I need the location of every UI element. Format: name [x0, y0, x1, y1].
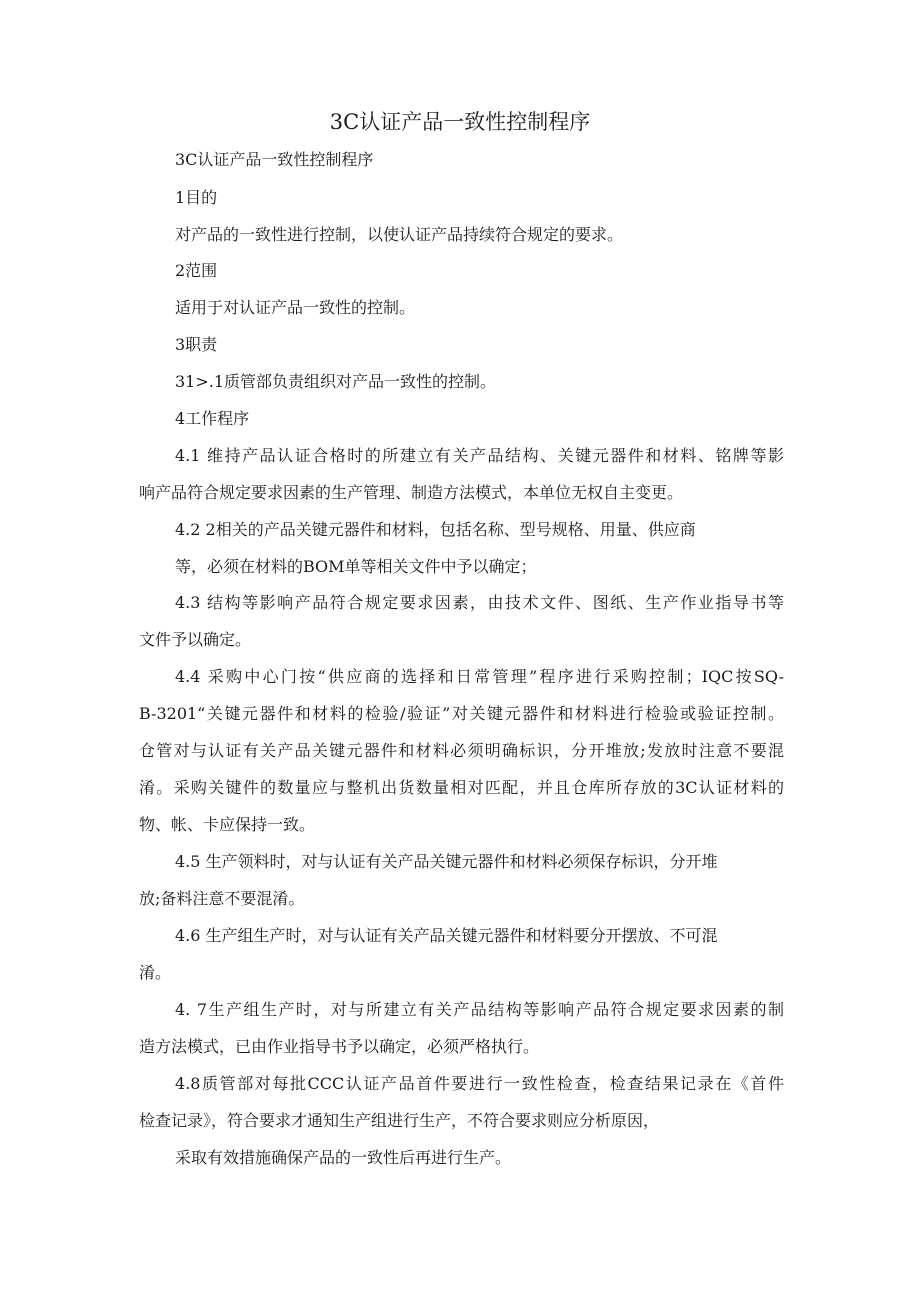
document-subtitle: 3C认证产品一致性控制程序 [175, 150, 374, 169]
scope-text: 适用于对认证产品一致性的控制。 [175, 298, 416, 317]
procedure-4-2-line-1: 4.2 2相关的产品关键元器件和材料，包括名称、型号规格、用量、供应商 [175, 520, 696, 539]
procedure-4-6-line-1: 4.6 生产组生产时，对与认证有关产品关键元器件和材料要分开摆放、不可混 [175, 926, 718, 945]
duty-text: 31>.1质管部负责组织对产品一致性的控制。 [175, 372, 497, 391]
purpose-heading: 1目的 [175, 188, 218, 207]
procedure-heading: 4工作程序 [175, 409, 250, 428]
procedure-4-1-line-2: 响产品符合规定要求因素的生产管理、制造方法模式，本单位无权自主变更。 [139, 483, 684, 502]
procedure-4-3-line-2: 文件予以确定。 [139, 630, 252, 649]
procedure-4-6-line-2: 淆。 [139, 963, 172, 982]
procedure-4-4-line-2: B-3201“关键元器件和材料的检验/验证”对关键元器件和材料进行检验或验证控制。 [139, 704, 784, 723]
procedure-4-1-line-1: 4.1 维持产品认证合格时的所建立有关产品结构、关键元器件和材料、铭牌等影 [175, 446, 784, 465]
procedure-4-4-line-4: 淆。采购关键件的数量应与整机出货数量相对匹配，并且仓库所存放的3C认证材料的 [139, 778, 784, 797]
procedure-4-4-line-5: 物、帐、卡应保持一致。 [139, 815, 316, 834]
procedure-4-3-line-1: 4.3 结构等影响产品符合规定要求因素，由技术文件、图纸、生产作业指导书等 [175, 593, 784, 612]
procedure-4-7-line-2: 造方法模式，已由作业指导书予以确定，必须严格执行。 [139, 1037, 540, 1056]
procedure-4-4-line-1: 4.4 采购中心门按“供应商的选择和日常管理”程序进行采购控制；IQC按SQ- [175, 667, 784, 686]
procedure-4-5-line-1: 4.5 生产领料时，对与认证有关产品关键元器件和材料必须保存标识，分开堆 [175, 852, 718, 871]
procedure-4-5-line-2: 放;备料注意不要混淆。 [139, 889, 305, 908]
scope-heading: 2范围 [175, 261, 218, 280]
purpose-text: 对产品的一致性进行控制，以使认证产品持续符合规定的要求。 [175, 225, 624, 244]
procedure-4-8-line-3: 采取有效措施确保产品的一致性后再进行生产。 [175, 1148, 512, 1167]
procedure-4-2-line-2: 等，必须在材料的BOM单等相关文件中予以确定； [175, 557, 537, 576]
procedure-4-8-line-1: 4.8质管部对每批CCC认证产品首件要进行一致性检查，检查结果记录在《首件 [175, 1074, 784, 1093]
duty-heading: 3职责 [175, 335, 218, 354]
procedure-4-8-line-2: 检查记录》，符合要求才通知生产组进行生产，不符合要求则应分析原因， [139, 1111, 660, 1130]
procedure-4-4-line-3: 仓管对与认证有关产品关键元器件和材料必须明确标识，分开堆放;发放时注意不要混 [139, 741, 784, 760]
procedure-4-7-line-1: 4. 7生产组生产时，对与所建立有关产品结构等影响产品符合规定要求因素的制 [175, 1000, 784, 1019]
document-title: 3C认证产品一致性控制程序 [329, 110, 591, 134]
